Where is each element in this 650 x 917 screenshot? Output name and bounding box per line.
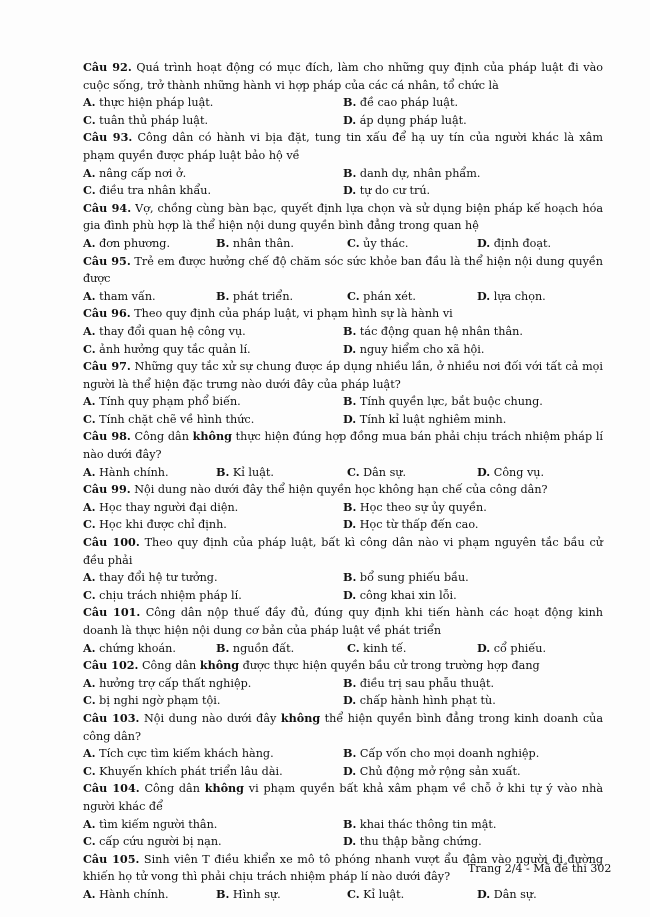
option-letter: D. — [343, 834, 357, 849]
question-number: Câu 105. — [83, 851, 140, 866]
question-text: thể hiện quyền bình đẳng trong kinh doanh của công dân? — [83, 711, 604, 743]
option-text: hưởng trợ cấp thất nghiệp. — [99, 676, 252, 690]
question-block — [83, 604, 603, 657]
answer-option — [83, 323, 343, 341]
answer-options — [83, 675, 603, 710]
option-letter: C. — [83, 693, 96, 708]
answer-option — [83, 745, 343, 763]
option-text: Khuyến khích phát triển lâu dài. — [99, 764, 283, 778]
answer-option — [343, 833, 603, 851]
answer-option — [343, 411, 603, 429]
option-text: nguy hiểm cho xã hội. — [359, 342, 485, 356]
answer-option — [83, 569, 343, 587]
question-text: Công dân nộp thuế đầy đủ, đúng quy định khi tiến hành các hoạt động kinh doanh là thực hiện nội dung cơ bản của pháp luật về phát triển — [83, 606, 603, 637]
question-stem — [83, 780, 603, 815]
option-text: Học theo sự ủy quyền. — [359, 500, 487, 514]
question-block — [83, 253, 603, 306]
option-text: phán xét. — [363, 289, 416, 303]
option-text: thu thập bằng chứng. — [359, 835, 482, 849]
question-block — [83, 59, 603, 129]
answer-option — [83, 235, 216, 253]
answer-options — [83, 569, 603, 604]
option-letter: D. — [477, 235, 491, 250]
question-text: Công dân — [144, 782, 205, 796]
answer-option — [83, 94, 343, 112]
question-stem — [83, 200, 603, 235]
option-text: Hành chính. — [99, 887, 169, 901]
answer-option — [477, 235, 603, 253]
option-text: Học từ thấp đến cao. — [359, 518, 479, 532]
answer-option — [83, 411, 343, 429]
answer-option — [83, 886, 216, 904]
option-text: Dân sự. — [493, 887, 537, 901]
question-number: Câu 102. — [83, 658, 139, 673]
question-number: Câu 95. — [83, 253, 131, 268]
question-stem — [83, 129, 603, 164]
option-letter: C. — [347, 464, 360, 479]
answer-option — [216, 886, 347, 904]
answer-option — [83, 182, 343, 200]
question-stem — [83, 604, 603, 639]
answer-option — [343, 763, 603, 781]
option-text: Kỉ luật. — [363, 887, 405, 901]
option-text: phát triển. — [232, 289, 294, 303]
question-number: Câu 96. — [83, 306, 131, 321]
option-text: Tính chặt chẽ về hình thức. — [99, 412, 255, 426]
answer-option — [343, 745, 603, 763]
answer-option — [83, 288, 216, 306]
answer-option — [83, 393, 343, 411]
option-letter: A. — [83, 816, 96, 831]
option-letter: B. — [343, 95, 357, 110]
answer-option — [216, 464, 347, 482]
question-text: thực hiện đúng hợp đồng mua bán phải chịu trách nhiệm pháp lí nào dưới đây? — [83, 430, 603, 462]
option-letter: C. — [83, 763, 96, 778]
option-text: Kỉ luật. — [232, 465, 274, 479]
option-letter: D. — [343, 587, 357, 602]
question-block — [83, 428, 603, 481]
answer-option — [83, 165, 343, 183]
question-block — [83, 305, 603, 358]
option-text: tìm kiếm người thân. — [99, 817, 218, 831]
option-text: nguồn đất. — [232, 641, 295, 655]
option-letter: A. — [83, 499, 96, 514]
question-text: Sinh viên T điều khiển xe mô tô phóng nhanh vượt ẩu đâm vào người đi đường khiến họ tử vong thì phải chịu trách nhiệm pháp lí nào dưới đây? — [83, 852, 603, 884]
option-letter: B. — [216, 288, 230, 303]
answer-option — [83, 816, 343, 834]
option-text: Dân sự. — [363, 465, 407, 479]
option-letter: D. — [343, 341, 357, 356]
option-letter: D. — [343, 763, 357, 778]
option-letter: A. — [83, 886, 96, 901]
option-text: áp dụng pháp luật. — [359, 113, 467, 127]
option-text: chứng khoán. — [99, 641, 176, 655]
option-text: bị nghi ngờ phạm tội. — [99, 694, 221, 708]
question-number: Câu 97. — [83, 359, 131, 374]
question-stem — [83, 358, 603, 393]
question-emphasis: không — [204, 781, 244, 796]
option-letter: B. — [343, 499, 357, 514]
option-letter: C. — [347, 235, 360, 250]
option-letter: D. — [343, 693, 357, 708]
option-text: khai thác thông tin mật. — [359, 817, 497, 831]
question-text: Công dân — [134, 430, 193, 444]
answer-option — [343, 165, 603, 183]
option-text: Tính quyền lực, bắt buộc chung. — [359, 395, 543, 409]
option-letter: D. — [343, 183, 357, 198]
option-text: ảnh hưởng quy tắc quản lí. — [99, 342, 251, 356]
answer-options — [83, 323, 603, 358]
question-text: vi phạm quyền bất khả xâm phạm về chỗ ở khi tự ý vào nhà người khác để — [83, 782, 603, 813]
option-letter: D. — [477, 886, 491, 901]
option-text: Hình sự. — [232, 887, 281, 901]
question-number: Câu 100. — [83, 535, 140, 550]
option-letter: B. — [343, 675, 357, 690]
question-stem — [83, 428, 603, 463]
answer-option — [343, 692, 603, 710]
option-text: Công vụ. — [493, 465, 545, 479]
question-text: Những quy tắc xử sự chung được áp dụng nhiều lần, ở nhiều nơi đối với tất cả mọi người là thể hiện đặc trưng nào dưới đây của pháp luật? — [83, 360, 603, 391]
answer-option — [83, 692, 343, 710]
question-emphasis: không — [199, 658, 240, 673]
option-letter: C. — [83, 517, 96, 532]
option-letter: B. — [216, 464, 230, 479]
option-letter: D. — [477, 640, 491, 655]
question-stem — [83, 305, 603, 323]
question-stem — [83, 481, 603, 499]
option-text: Tích cực tìm kiếm khách hàng. — [99, 747, 274, 761]
option-letter: D. — [477, 464, 491, 479]
answer-option — [343, 499, 603, 517]
option-text: chịu trách nhiệm pháp lí. — [99, 588, 242, 602]
answer-option — [343, 112, 603, 130]
question-block — [83, 780, 603, 850]
answer-option — [83, 341, 343, 359]
option-letter: D. — [343, 411, 357, 426]
question-block — [83, 129, 603, 199]
answer-option — [343, 341, 603, 359]
answer-options — [83, 816, 603, 851]
question-number: Câu 103. — [83, 710, 140, 725]
answer-option — [477, 464, 603, 482]
option-letter: A. — [83, 675, 96, 690]
option-text: Tính quy phạm phổ biến. — [99, 395, 241, 409]
option-text: cổ phiếu. — [493, 641, 547, 655]
page-footer: Trang 2/4 - Mã đề thi 302 — [468, 862, 612, 875]
option-letter: B. — [343, 394, 357, 409]
option-letter: B. — [343, 323, 357, 338]
option-letter: C. — [83, 587, 96, 602]
option-letter: A. — [83, 288, 96, 303]
option-text: công khai xin lỗi. — [359, 588, 457, 602]
question-block — [83, 710, 603, 780]
answer-option — [83, 833, 343, 851]
question-text: Theo quy định của pháp luật, vi phạm hình sự là hành vi — [134, 307, 453, 321]
question-text: Vợ, chồng cùng bàn bạc, quyết định lựa chọn và sử dụng biện pháp kế hoạch hóa gia đình phù hợp là thể hiện nội dung quyền bình đẳng trong quan hệ — [83, 201, 603, 233]
question-block — [83, 534, 603, 604]
option-letter: A. — [83, 570, 96, 585]
answer-option — [343, 94, 603, 112]
option-text: ủy thác. — [363, 236, 409, 250]
question-number: Câu 104. — [83, 781, 140, 796]
option-letter: B. — [343, 165, 357, 180]
answer-option — [216, 235, 347, 253]
question-text: Theo quy định của pháp luật, bất kì công dân nào vi phạm nguyên tắc bầu cử đều phải — [83, 536, 603, 567]
option-text: tự do cư trú. — [359, 184, 431, 198]
answer-options — [83, 94, 603, 129]
answer-option — [347, 886, 477, 904]
option-letter: D. — [477, 288, 491, 303]
answer-options — [83, 288, 603, 306]
answer-options — [83, 499, 603, 534]
option-letter: B. — [343, 746, 357, 761]
option-text: đơn phương. — [99, 236, 171, 250]
option-letter: A. — [83, 394, 96, 409]
question-stem — [83, 534, 603, 569]
option-text: nhân thân. — [232, 236, 294, 250]
option-letter: C. — [83, 341, 96, 356]
answer-options — [83, 745, 603, 780]
option-text: danh dự, nhân phẩm. — [359, 166, 481, 180]
option-text: thực hiện pháp luật. — [99, 96, 214, 110]
answer-options — [83, 235, 603, 253]
option-letter: D. — [343, 517, 357, 532]
answer-option — [343, 393, 603, 411]
answer-option — [83, 763, 343, 781]
answer-option — [343, 569, 603, 587]
option-letter: B. — [343, 570, 357, 585]
question-number: Câu 101. — [83, 605, 141, 620]
question-text: được thực hiện quyền bầu cử trong trường hợp đang — [239, 659, 540, 673]
question-block — [83, 358, 603, 428]
question-emphasis: không — [280, 710, 321, 725]
question-stem — [83, 253, 603, 288]
answer-option — [347, 288, 477, 306]
question-text: Quá trình hoạt động có mục đích, làm cho những quy định của pháp luật đi vào cuộc sống, trở thành những hành vi hợp pháp của các cá nhân, tổ chức là — [83, 61, 603, 92]
option-text: nâng cấp nơi ở. — [99, 166, 187, 180]
answer-option — [477, 288, 603, 306]
option-text: Học khi được chỉ định. — [99, 518, 227, 532]
answer-option — [343, 816, 603, 834]
option-letter: A. — [83, 95, 96, 110]
answer-option — [216, 288, 347, 306]
option-letter: A. — [83, 235, 96, 250]
question-number: Câu 93. — [83, 130, 133, 145]
question-number: Câu 99. — [83, 482, 131, 497]
option-letter: C. — [83, 183, 96, 198]
question-block — [83, 657, 603, 710]
question-text: Nội dung nào dưới đây — [143, 711, 281, 725]
answer-option — [83, 640, 216, 658]
question-text: Nội dung nào dưới đây thể hiện quyền học không hạn chế của công dân? — [134, 483, 548, 497]
answer-option — [83, 675, 343, 693]
option-letter: C. — [347, 288, 360, 303]
option-letter: B. — [343, 816, 357, 831]
answer-option — [83, 516, 343, 534]
question-block — [83, 200, 603, 253]
option-letter: C. — [83, 112, 96, 127]
answer-option — [347, 640, 477, 658]
answer-option — [343, 323, 603, 341]
option-letter: C. — [83, 834, 96, 849]
option-text: điều tra nhân khẩu. — [99, 184, 212, 198]
option-text: tham vấn. — [99, 289, 156, 303]
option-letter: B. — [216, 886, 230, 901]
answer-options — [83, 393, 603, 428]
option-letter: A. — [83, 640, 96, 655]
question-stem — [83, 59, 603, 94]
answer-option — [347, 235, 477, 253]
option-letter: A. — [83, 464, 96, 479]
option-letter: B. — [216, 640, 230, 655]
option-letter: A. — [83, 165, 96, 180]
option-letter: C. — [83, 411, 96, 426]
question-emphasis: không — [192, 429, 232, 444]
answer-option — [83, 587, 343, 605]
answer-option — [347, 464, 477, 482]
question-text: Trẻ em được hưởng chế độ chăm sóc sức khỏe ban đầu là thể hiện nội dung quyền được — [83, 254, 603, 286]
option-text: thay đổi quan hệ công vụ. — [99, 324, 246, 338]
answer-option — [343, 516, 603, 534]
option-text: Cấp vốn cho mọi doanh nghiệp. — [359, 747, 540, 761]
option-letter: C. — [347, 640, 360, 655]
question-stem — [83, 657, 603, 675]
option-text: đề cao pháp luật. — [359, 96, 459, 110]
answer-options — [83, 464, 603, 482]
option-text: điều trị sau phẫu thuật. — [359, 676, 495, 690]
answer-options — [83, 640, 603, 658]
option-text: bổ sung phiếu bầu. — [359, 571, 469, 585]
option-text: Chủ động mở rộng sản xuất. — [359, 764, 521, 778]
option-text: chấp hành hình phạt tù. — [359, 694, 496, 708]
answer-option — [83, 464, 216, 482]
option-text: tuân thủ pháp luật. — [99, 113, 209, 127]
answer-option — [83, 499, 343, 517]
option-letter: A. — [83, 323, 96, 338]
question-number: Câu 98. — [83, 429, 131, 444]
answer-options — [83, 165, 603, 200]
option-letter: D. — [343, 112, 357, 127]
option-text: thay đổi hệ tư tưởng. — [99, 571, 218, 585]
option-text: cấp cứu người bị nạn. — [99, 835, 222, 849]
option-text: tác động quan hệ nhân thân. — [359, 324, 523, 338]
question-list — [83, 59, 603, 904]
question-block — [83, 481, 603, 534]
answer-option — [477, 886, 603, 904]
question-block — [83, 851, 603, 904]
question-text: Công dân — [142, 659, 200, 673]
option-text: lựa chọn. — [493, 289, 546, 303]
question-stem — [83, 710, 603, 745]
question-text: Công dân có hành vi bịa đặt, tung tin xấu để hạ uy tín của người khác là xâm phạm quyền được pháp luật bảo hộ về — [83, 131, 603, 162]
option-text: Học thay người đại diện. — [99, 500, 239, 514]
option-text: Tính kỉ luật nghiêm minh. — [359, 412, 507, 426]
option-letter: B. — [216, 235, 230, 250]
answer-option — [216, 640, 347, 658]
answer-option — [343, 182, 603, 200]
question-number: Câu 92. — [83, 60, 132, 74]
answer-option — [343, 675, 603, 693]
answer-options — [83, 886, 603, 904]
option-text: kinh tế. — [363, 641, 407, 655]
answer-option — [477, 640, 603, 658]
option-letter: A. — [83, 746, 96, 761]
option-text: định đoạt. — [493, 236, 552, 250]
answer-option — [343, 587, 603, 605]
answer-option — [83, 112, 343, 130]
option-letter: C. — [347, 886, 360, 901]
question-number: Câu 94. — [83, 200, 132, 215]
option-text: Hành chính. — [99, 465, 169, 479]
